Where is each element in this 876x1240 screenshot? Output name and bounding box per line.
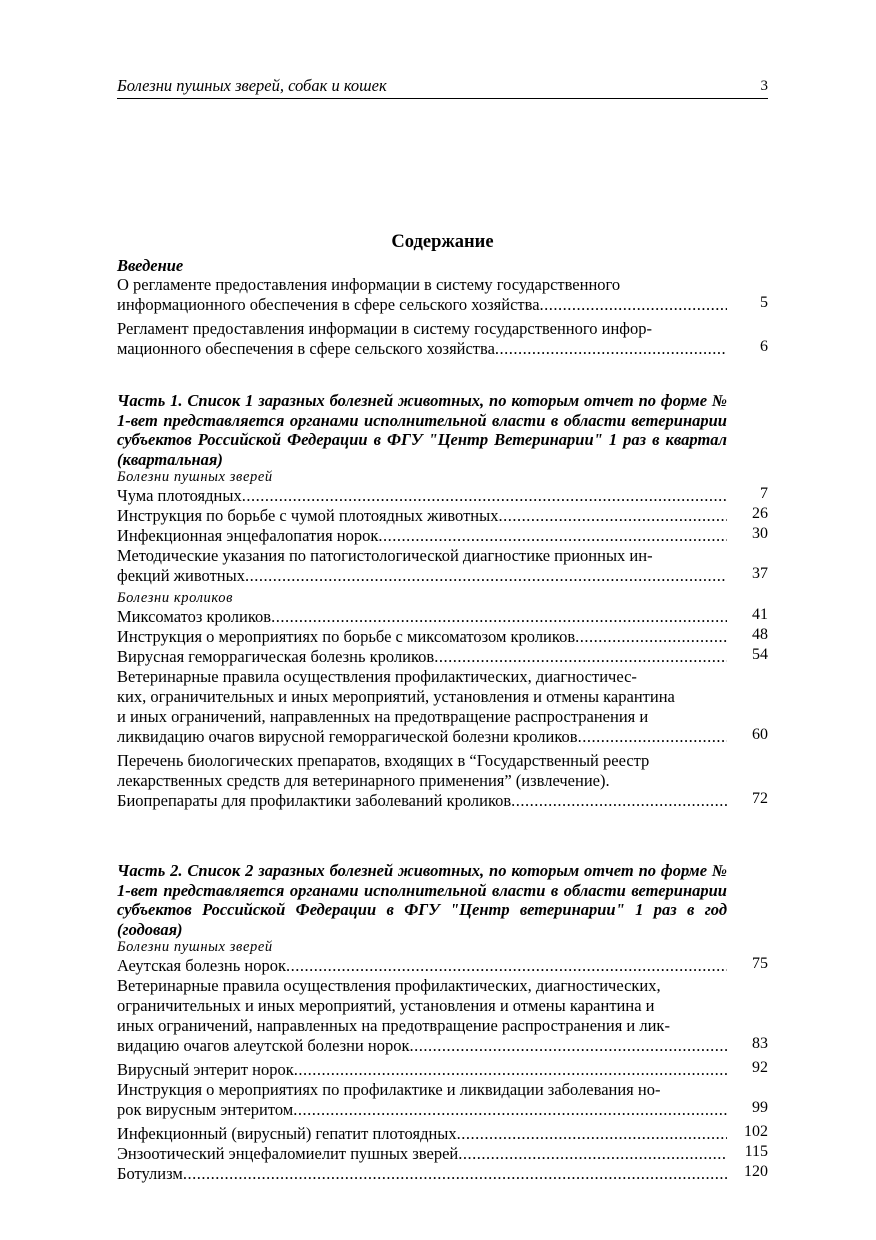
toc-entries-part1-fur bbox=[117, 486, 768, 590]
toc-entry-leader-line bbox=[117, 1060, 727, 1080]
toc-entry-text-last: ликвидацию очагов вирусной геморрагической болезни кроликов bbox=[117, 727, 578, 746]
dot-leader bbox=[511, 791, 727, 811]
toc-entry-leader-line bbox=[117, 647, 727, 667]
toc-entry-leader-line bbox=[117, 1124, 727, 1144]
toc-entry bbox=[117, 275, 768, 315]
toc-entry-text-last: Инструкция о мероприятиях по борьбе с миксоматозом кроликов bbox=[117, 627, 576, 646]
toc-entry-text-last: Вирусная геморрагическая болезнь кроликов bbox=[117, 647, 435, 666]
toc-entry bbox=[117, 667, 768, 747]
toc-page-number: 7 bbox=[760, 485, 768, 502]
dot-leader bbox=[242, 486, 727, 506]
dot-leader bbox=[434, 647, 727, 667]
toc-entry-text-line: Ветеринарные правила осуществления профилактических, диагностических, bbox=[117, 976, 661, 995]
toc-entry-text-line: лекарственных средств для ветеринарного применения” (извлечение). bbox=[117, 771, 610, 790]
toc-entry bbox=[117, 506, 768, 526]
dot-leader bbox=[245, 566, 727, 586]
toc-entry-text-last: Миксоматоз кроликов bbox=[117, 607, 272, 626]
toc-page-number: 92 bbox=[752, 1059, 768, 1076]
toc-entry-leader-line bbox=[117, 486, 727, 506]
toc-entry bbox=[117, 976, 768, 1056]
toc-entry-text-last: фекций животных bbox=[117, 566, 245, 585]
toc-page-number: 102 bbox=[744, 1123, 768, 1140]
toc-entry-text-line: ограничительных и иных мероприятий, установления и отмены карантина и bbox=[117, 996, 655, 1015]
toc-entry-leader-line bbox=[117, 1164, 727, 1184]
table-of-contents bbox=[117, 230, 768, 1184]
dot-leader bbox=[293, 1100, 727, 1120]
toc-entry-text-last: Чума плотоядных bbox=[117, 486, 242, 505]
toc-entry-leader-line bbox=[117, 566, 727, 586]
page-number: 3 bbox=[760, 78, 768, 94]
toc-entry bbox=[117, 627, 768, 647]
toc-entry-text-last: информационного обеспечения в сфере сельского хозяйства bbox=[117, 295, 540, 314]
toc-page-number: 37 bbox=[752, 565, 768, 582]
toc-page-number: 99 bbox=[752, 1099, 768, 1116]
dot-leader bbox=[578, 727, 727, 747]
toc-entry-leader-line bbox=[117, 627, 727, 647]
dot-leader bbox=[378, 526, 727, 546]
toc-entry-text-line: Ветеринарные правила осуществления профилактических, диагностичес- bbox=[117, 667, 637, 686]
toc-entry-leader-line bbox=[117, 1144, 727, 1164]
dot-leader bbox=[183, 1164, 727, 1184]
toc-page-number: 54 bbox=[752, 646, 768, 663]
toc-entry bbox=[117, 751, 768, 811]
toc-page-number: 60 bbox=[752, 726, 768, 743]
dot-leader bbox=[294, 1060, 727, 1080]
toc-entry-leader-line bbox=[117, 295, 727, 315]
toc-entry-leader-line bbox=[117, 506, 727, 526]
toc-entry bbox=[117, 1124, 768, 1144]
toc-entry-text-line: Регламент предоставления информации в систему государственного инфор- bbox=[117, 319, 652, 338]
dot-leader bbox=[410, 1036, 728, 1056]
toc-page-number: 115 bbox=[744, 1143, 768, 1160]
toc-entry-text-line: иных ограничений, направленных на предотвращение распространения и лик- bbox=[117, 1016, 670, 1035]
dot-leader bbox=[271, 607, 727, 627]
toc-entry-text-line: Инструкция о мероприятиях по профилактике и ликвидации заболевания но- bbox=[117, 1080, 661, 1099]
toc-entry-text-line: Перечень биологических препаратов, входящих в “Государственный реестр bbox=[117, 751, 650, 770]
running-header-title: Болезни пушных зверей, собак и кошек bbox=[117, 76, 387, 95]
toc-entry bbox=[117, 526, 768, 546]
toc-entry-text-last: Аеутская болезнь норок bbox=[117, 956, 286, 975]
toc-entries-part2-fur bbox=[117, 956, 768, 1184]
toc-entry-leader-line bbox=[117, 791, 727, 811]
toc-entry-leader-line bbox=[117, 526, 727, 546]
toc-entry bbox=[117, 607, 768, 627]
toc-page-number: 48 bbox=[752, 626, 768, 643]
dot-leader bbox=[575, 627, 727, 647]
toc-entry-leader-line bbox=[117, 607, 727, 627]
intro-heading: Введение bbox=[117, 256, 184, 275]
toc-entry-text-line: ких, ограничительных и иных мероприятий, установления и отмены карантина bbox=[117, 687, 675, 706]
toc-entry-text-last: рок вирусным энтеритом bbox=[117, 1100, 294, 1119]
toc-entry-text-last: Инфекционный (вирусный) гепатит плотоядных bbox=[117, 1124, 457, 1143]
toc-entry-text-last: Вирусный энтерит норок bbox=[117, 1060, 294, 1079]
toc-entry bbox=[117, 1060, 768, 1080]
toc-entry-text-line: и иных ограничений, направленных на предотвращение распространения и bbox=[117, 707, 649, 726]
running-header bbox=[117, 76, 768, 99]
toc-page-number: 72 bbox=[752, 790, 768, 807]
toc-entry-text-last: видацию очагов алеутской болезни норок bbox=[117, 1036, 410, 1055]
dot-leader bbox=[495, 339, 727, 359]
toc-entry-text-line: Методические указания по патогистологической диагностике прионных ин- bbox=[117, 546, 653, 565]
toc-entry bbox=[117, 1080, 768, 1120]
part1-heading: Часть 1. Список 1 заразных болезней животных, по которым отчет по форме № 1-вет представляется органами исполнительной власти в области ветеринарии субъектов Российской Федерации в ФГУ "Центр Ветеринарии" 1 раз в квартал (квартальная) bbox=[117, 391, 727, 469]
toc-entry-leader-line bbox=[117, 339, 727, 359]
toc-entry bbox=[117, 1164, 768, 1184]
toc-entry-leader-line bbox=[117, 1100, 727, 1120]
toc-page-number: 75 bbox=[752, 955, 768, 972]
toc-entry bbox=[117, 319, 768, 359]
dot-leader bbox=[458, 1144, 727, 1164]
toc-page-number: 6 bbox=[760, 338, 768, 355]
toc-title: Содержание bbox=[391, 232, 494, 252]
toc-entry-text-last: Ботулизм bbox=[117, 1164, 183, 1183]
toc-page-number: 5 bbox=[760, 294, 768, 311]
part2-subheading-fur-animals: Болезни пушных зверей bbox=[117, 939, 273, 955]
toc-page-number: 30 bbox=[752, 525, 768, 542]
toc-entries-part1-rabbits bbox=[117, 607, 768, 815]
toc-page-number: 41 bbox=[752, 606, 768, 623]
toc-page-number: 83 bbox=[752, 1035, 768, 1052]
toc-page-number: 26 bbox=[752, 505, 768, 522]
toc-entry-text-last: Инфекционная энцефалопатия норок bbox=[117, 526, 379, 545]
toc-entry-text-last: мационного обеспечения в сфере сельского хозяйства bbox=[117, 339, 495, 358]
dot-leader bbox=[286, 956, 727, 976]
part1-subheading-fur-animals: Болезни пушных зверей bbox=[117, 469, 273, 485]
dot-leader bbox=[540, 295, 727, 315]
part1-subheading-rabbits: Болезни кроликов bbox=[117, 590, 233, 606]
toc-entries-intro bbox=[117, 275, 768, 363]
toc-entry-leader-line bbox=[117, 1036, 727, 1056]
dot-leader bbox=[498, 506, 727, 526]
toc-entry-leader-line bbox=[117, 727, 727, 747]
toc-entry-text-last: Инструкция по борьбе с чумой плотоядных животных bbox=[117, 506, 499, 525]
toc-entry-text-last: Энзоотический энцефаломиелит пушных зверей bbox=[117, 1144, 459, 1163]
toc-entry bbox=[117, 1144, 768, 1164]
toc-entry bbox=[117, 546, 768, 586]
toc-entry-text-last: Биопрепараты для профилактики заболеваний кроликов bbox=[117, 791, 512, 810]
dot-leader bbox=[457, 1124, 727, 1144]
toc-entry bbox=[117, 956, 768, 976]
toc-entry-text-line: О регламенте предоставления информации в систему государственного bbox=[117, 275, 621, 294]
part2-heading: Часть 2. Список 2 заразных болезней животных, по которым отчет по форме № 1-вет представляется органами исполнительной власти в области ветеринарии субъектов Российской Федерации в ФГУ "Центр ветеринарии" 1 раз в год (годовая) bbox=[117, 861, 727, 939]
toc-entry-leader-line bbox=[117, 956, 727, 976]
toc-entry bbox=[117, 647, 768, 667]
toc-entry bbox=[117, 486, 768, 506]
toc-page-number: 120 bbox=[744, 1163, 768, 1180]
